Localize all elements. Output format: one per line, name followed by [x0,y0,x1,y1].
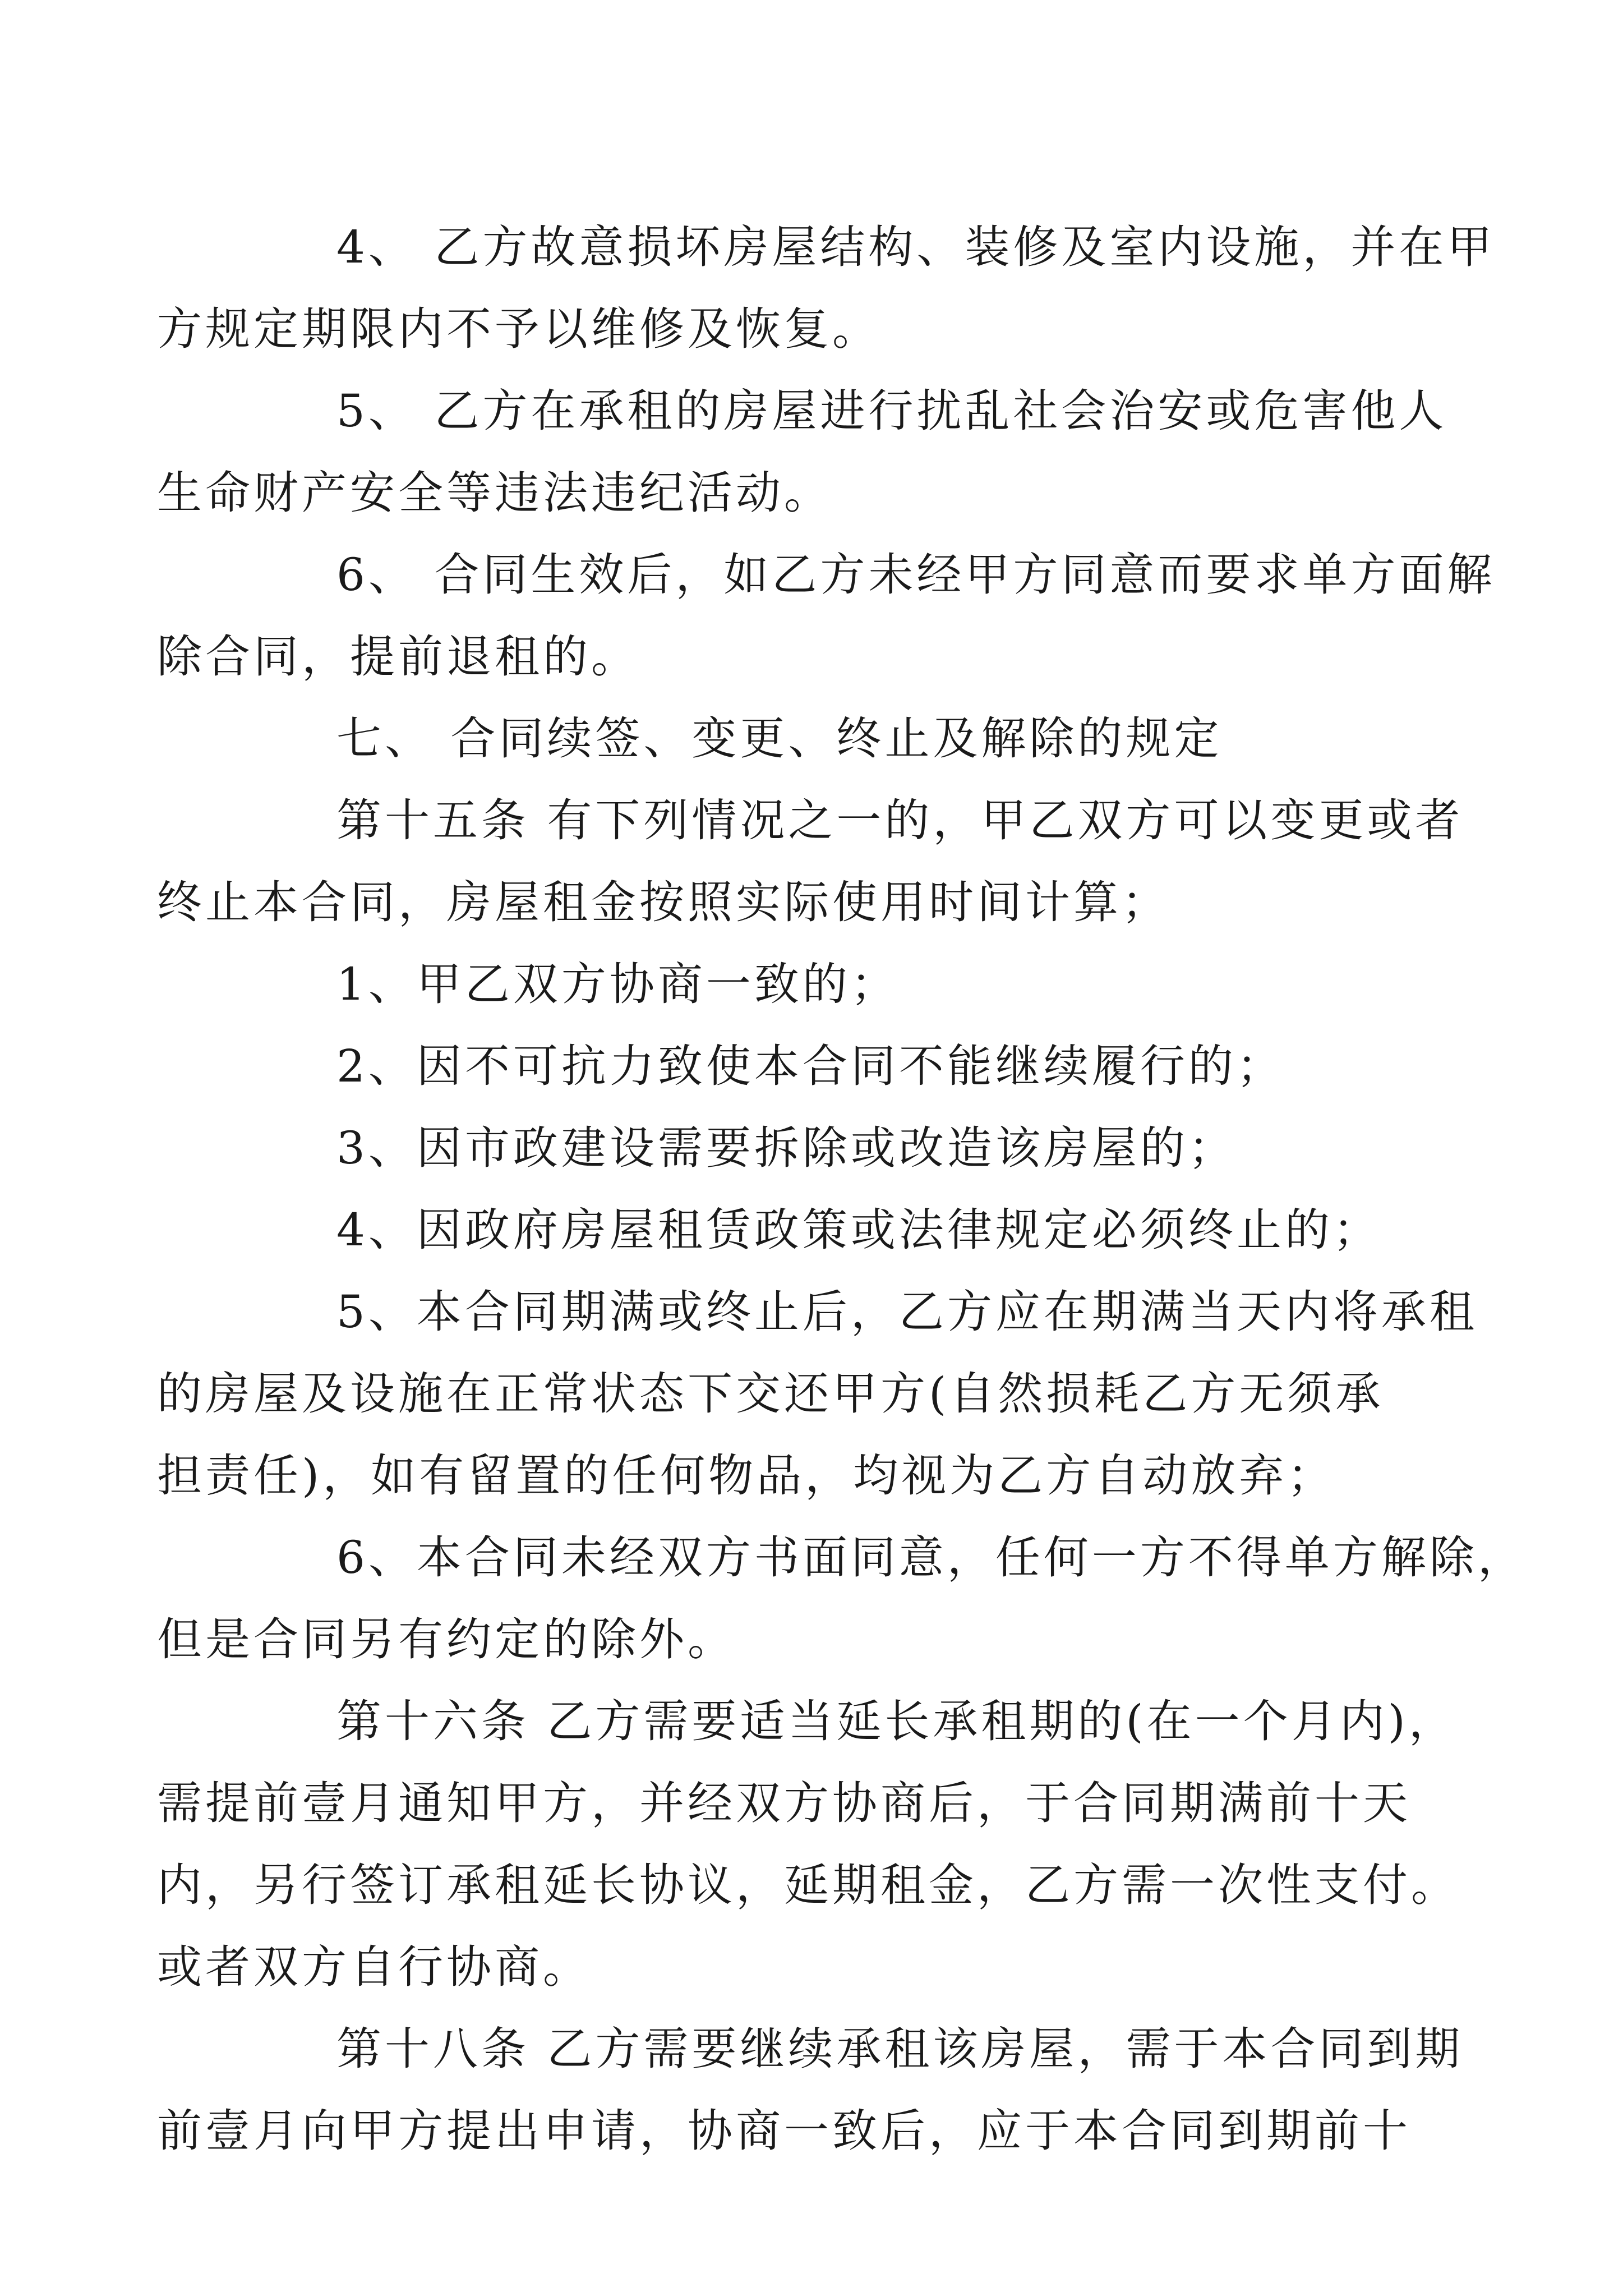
text-line: 第十六条 乙方需要适当延长承租期的(在一个月内)， [336,1695,1457,1747]
clause-paragraph [157,2008,1464,2172]
text-line: 6、 合同生效后，如乙方未经甲方同意而要求单方面解 [336,549,1496,601]
list-item [157,1271,1478,1517]
text-line: 方规定期限内不予以维修及恢复。 [157,303,880,355]
clause-paragraph [157,206,1496,370]
list-item [247,1189,1385,1271]
list-item [157,1517,1526,1681]
list-item [247,1025,1385,1107]
clause-paragraph [157,780,1464,944]
text-line: 4、因政府房屋租赁政策或法律规定必须终止的； [336,1204,1381,1256]
text-line: 第十五条 有下列情况之一的，甲乙双方可以变更或者 [336,794,1464,846]
text-line: 2、因不可抗力致使本合同不能继续履行的； [336,1040,1285,1092]
text-line: 5、 乙方在承租的房屋进行扰乱社会治安或危害他人 [336,385,1447,437]
text-line: 4、 乙方故意损坏房屋结构、装修及室内设施，并在甲 [336,221,1496,273]
text-line: 需提前壹月通知甲方，并经双方协商后，于合同期满前十天 [157,1777,1411,1829]
contract-text [157,206,1526,2172]
text-line: 除合同，提前退租的。 [157,631,639,683]
text-line: 内，另行签订承租延长协议，延期租金，乙方需一次性支付。 [157,1859,1459,1911]
text-line: 的房屋及设施在正常状态下交还甲方(自然损耗乙方无须承 [157,1368,1384,1420]
clause-paragraph [157,1681,1459,2008]
clause-paragraph [157,534,1496,698]
text-line: 终止本合同，房屋租金按照实际使用时间计算； [157,876,1170,928]
text-line: 担责任)，如有留置的任何物品，均视为乙方自动放弃； [157,1450,1336,1502]
text-line: 6、本合同未经双方书面同意，任何一方不得单方解除， [336,1531,1526,1584]
text-line: 前壹月向甲方提出申请，协商一致后，应于本合同到期前十 [157,2105,1411,2157]
section-heading [247,698,1385,780]
text-line: 但是合同另有约定的除外。 [157,1613,736,1665]
list-item [247,944,1385,1025]
text-line: 生命财产安全等违法违纪活动。 [157,467,832,519]
text-line: 七、 合同续签、变更、终止及解除的规定 [336,712,1223,765]
list-item [247,1107,1385,1189]
text-line: 5、本合同期满或终止后，乙方应在期满当天内将承租 [336,1286,1478,1338]
text-line: 3、因市政建设需要拆除或改造该房屋的； [336,1122,1237,1174]
text-line: 第十八条 乙方需要继续承租该房屋，需于本合同到期 [336,2023,1464,2075]
text-line: 或者双方自行协商。 [157,1941,591,1993]
clause-paragraph [157,370,1447,534]
text-line: 1、甲乙双方协商一致的； [336,958,899,1010]
